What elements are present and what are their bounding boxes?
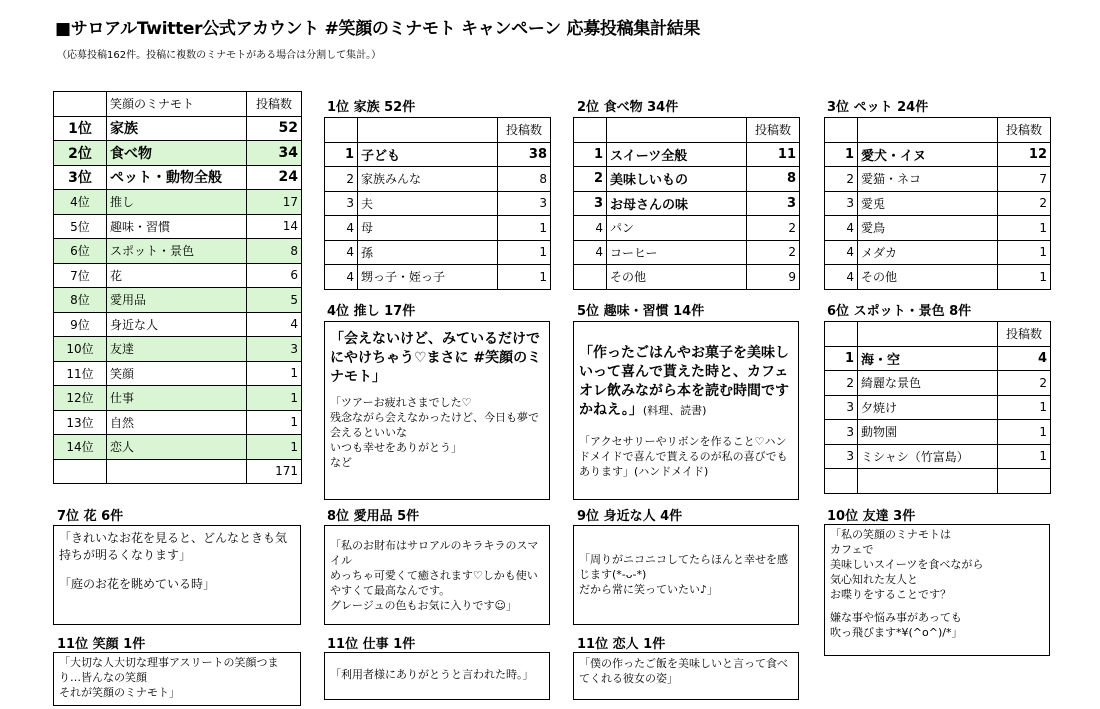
cat1-table: 投稿数 1 子ども 38 2 家族みんな 8 3 夫 3 4 母 1 4 孫 1 4 甥っ子・姪っ子 1 — [324, 117, 551, 290]
table-row: 4 孫 1 — [325, 240, 551, 265]
table-row: 2 綺麗な景色 2 — [825, 371, 1051, 396]
table-row: 1位 家族 52 — [54, 116, 302, 141]
cat10-heading: 10位 友達 3件 — [827, 509, 916, 524]
cat11-text: 「大切な人大切な理事アスリートの笑顔つまり…皆んなの笑顔 それが笑顔のミナモト」 — [59, 656, 279, 699]
table-row: 6位 スポット・景色 8 — [54, 239, 302, 264]
cat5-text: 「アクセサリーやリボンを作ること♡ハンドメイドで喜んで貰えるのが私の喜びでもあります」(ハンドメイド) — [579, 435, 788, 478]
table-row: 4 その他 1 — [825, 265, 1051, 290]
total-count: 171 — [247, 459, 302, 484]
cat10-box — [824, 524, 1050, 656]
table-row: 4 愛鳥 1 — [825, 216, 1051, 241]
cat8-text: 「私のお財布はサロアルのキラキラのスマイル めっちゃ可愛くて癒されます♡しかも使いやすくて最高なんです。 グレージュの色もお気に入りです☺」 — [330, 539, 539, 612]
table-row: 14位 恋人 1 — [54, 435, 302, 460]
table-row: 12位 仕事 1 — [54, 386, 302, 411]
table-row: 7位 花 6 — [54, 263, 302, 288]
table-row: 3 愛兎 2 — [825, 191, 1051, 216]
cat6-table: 投稿数 1 海・空 4 2 綺麗な景色 2 3 夕焼け 1 3 動物園 1 3 ミシャシ（竹富島） 1 — [824, 321, 1051, 494]
cat11-heading: 11位 笑顔 1件 — [57, 637, 146, 652]
cat9-heading: 9位 身近な人 4件 — [577, 509, 683, 524]
table-row: 4 メダカ 1 — [825, 240, 1051, 265]
header-name: 笑顔のミナモト — [107, 92, 247, 117]
table-row: 3 お母さんの味 3 — [574, 191, 800, 216]
table-row: その他 9 — [574, 265, 800, 290]
table-row: 2 美味しいもの 8 — [574, 167, 800, 192]
page-note: （応募投稿162件。投稿に複数のミナモトがある場合は分割して集計。） — [57, 50, 382, 61]
cat12-heading: 11位 仕事 1件 — [327, 637, 416, 652]
table-row: 3位 ペット・動物全般 24 — [54, 165, 302, 190]
cat12-text: 「利用者様にありがとうと言われた時。」 — [330, 668, 534, 681]
table-row: 3 ミシャシ（竹富島） 1 — [825, 444, 1051, 469]
cat10-text1: 「私の笑顔のミナモトは カフェで 美味しいスイーツを食べながら 気心知れた友人と お喋りをすることです？ — [830, 528, 984, 601]
page-title: ■サロアルTwitter公式アカウント #笑顔のミナモト キャンペーン 応募投稿集計結果 — [55, 19, 701, 39]
cat4-box — [324, 321, 550, 500]
table-row: 1 子ども 38 — [325, 142, 551, 167]
cat8-heading: 8位 愛用品 5件 — [327, 509, 420, 524]
table-row: 2 家族みんな 8 — [325, 167, 551, 192]
cat4-text: 「ツアーお疲れさまでした♡ 残念ながら会えなかったけど、今日も夢で会えるといいな いつも幸せをありがとう」 など — [330, 396, 539, 469]
table-row: 3 動物園 1 — [825, 420, 1051, 445]
cat7-text2: 「庭のお花を眺めている時」 — [59, 577, 216, 591]
table-row: 4位 推し 17 — [54, 190, 302, 215]
table-row: 1 愛犬・イヌ 12 — [825, 142, 1051, 167]
cat3-heading: 3位 ペット 24件 — [827, 100, 929, 115]
table-row: 4 パン 2 — [574, 216, 800, 241]
cat11-box — [53, 652, 301, 706]
cat5-highlight: 「作ったごはんやお菓子を美味しいって喜んで貰えた時と、カフェオレ飲みながら本を読む時間ですかねえ。」(料理、読書) — [579, 345, 789, 418]
table-row: 3 夫 3 — [325, 191, 551, 216]
cat4-heading: 4位 推し 17件 — [327, 304, 416, 319]
cat14-heading: 11位 恋人 1件 — [577, 637, 666, 652]
cat10-text2: 嫌な事や悩み事があっても 吹っ飛びます*¥(^o^)/*」 — [830, 611, 963, 639]
table-row: 11位 笑顔 1 — [54, 361, 302, 386]
cat6-heading: 6位 スポット・景色 8件 — [827, 304, 972, 319]
cat1-heading: 1位 家族 52件 — [327, 100, 416, 115]
summary-table — [53, 91, 302, 484]
table-row: 2位 食べ物 34 — [54, 141, 302, 166]
cat8-box — [324, 525, 550, 625]
table-row: 2 愛猫・ネコ 7 — [825, 167, 1051, 192]
cat7-heading: 7位 花 6件 — [57, 509, 124, 524]
table-row: 4 母 1 — [325, 216, 551, 241]
summary-header-row — [54, 92, 302, 117]
table-row: 4 甥っ子・姪っ子 1 — [325, 265, 551, 290]
cat5-heading: 5位 趣味・習慣 14件 — [577, 304, 705, 319]
cat5-box — [573, 321, 799, 500]
table-row: 1 海・空 4 — [825, 346, 1051, 371]
cat7-box — [53, 525, 301, 625]
cat4-highlight: 「会えないけど、みているだけでにやけちゃう♡まさに #笑顔のミナモト」 — [330, 331, 542, 385]
table-row: 3 夕焼け 1 — [825, 395, 1051, 420]
cat9-text: 「周りがニコニコしてたらほんと幸せを感じます(*-ᴗ-*) だから常に笑っていたい♪」 — [579, 553, 788, 596]
cat9-box — [573, 525, 799, 625]
cat2-table: 投稿数 1 スイーツ全般 11 2 美味しいもの 8 3 お母さんの味 3 4 パン 2 4 コーヒー 2 その他 9 — [573, 117, 800, 290]
cat14-text: 「僕の作ったご飯を美味しいと言って食べてくれる彼女の姿」 — [579, 657, 788, 685]
cat14-box — [573, 652, 799, 700]
table-row: 9位 身近な人 4 — [54, 312, 302, 337]
table-row: 13位 自然 1 — [54, 410, 302, 435]
header-count: 投稿数 — [247, 92, 302, 117]
table-row: 1 スイーツ全般 11 — [574, 142, 800, 167]
cat2-heading: 2位 食べ物 34件 — [577, 100, 679, 115]
cat3-table: 投稿数 1 愛犬・イヌ 12 2 愛猫・ネコ 7 3 愛兎 2 4 愛鳥 1 4 メダカ 1 4 その他 1 — [824, 117, 1051, 290]
cat12-box — [324, 652, 550, 700]
table-row: 8位 愛用品 5 — [54, 288, 302, 313]
table-row: 4 コーヒー 2 — [574, 240, 800, 265]
cat7-text1: 「きれいなお花を見ると、どんなときも気持ちが明るくなります」 — [59, 531, 288, 562]
table-row: 5位 趣味・習慣 14 — [54, 214, 302, 239]
total-row — [54, 459, 302, 484]
table-row: 10位 友達 3 — [54, 337, 302, 362]
